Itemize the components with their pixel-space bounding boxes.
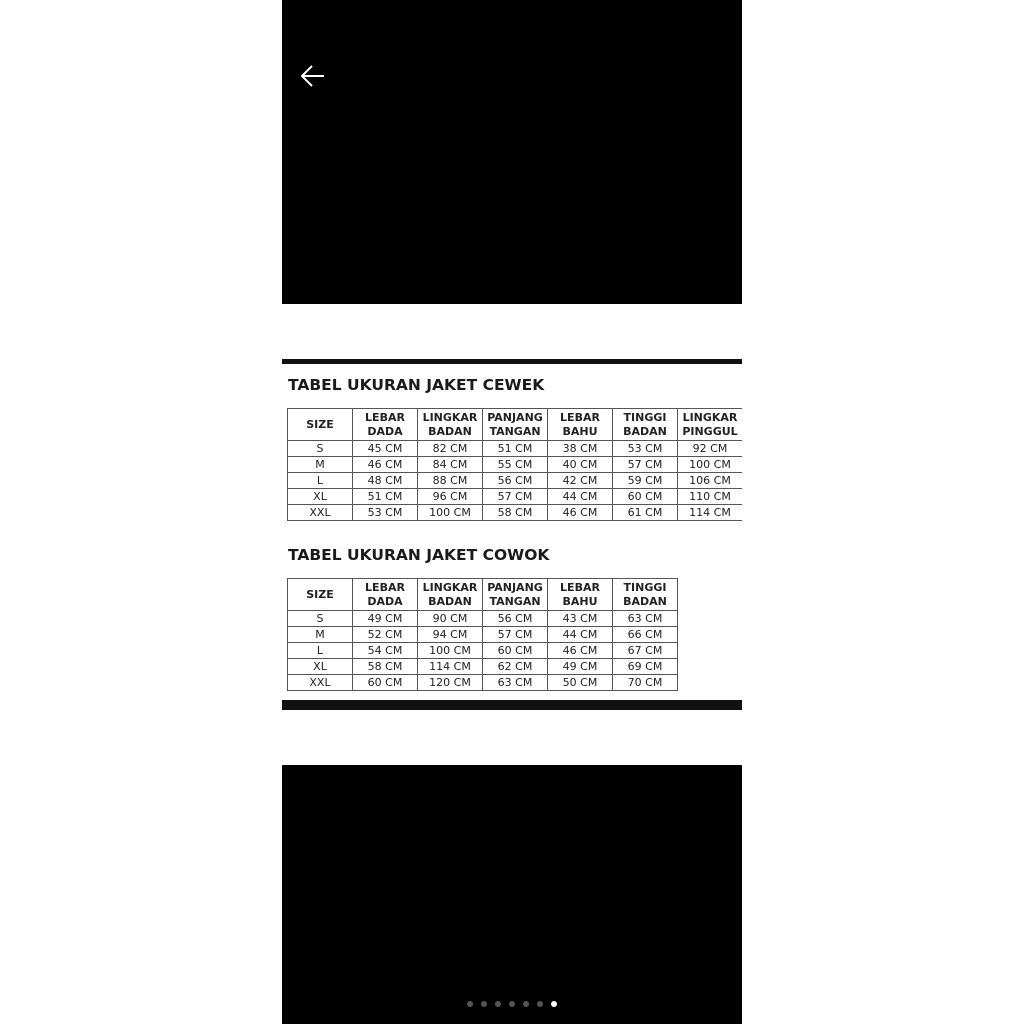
table-row	[288, 627, 678, 643]
measurement-cell: 51 CM	[483, 441, 548, 457]
table-row	[288, 441, 743, 457]
column-header-label: SIZE	[306, 417, 334, 431]
column-header-label: DADA	[367, 424, 403, 438]
page-dot[interactable]	[481, 1001, 487, 1007]
size-cell: XL	[288, 659, 353, 675]
measurement-cell: 114 CM	[418, 659, 483, 675]
size-cell: XXL	[288, 675, 353, 691]
table-row	[288, 675, 678, 691]
size-cell: M	[288, 627, 353, 643]
page-dot[interactable]	[509, 1001, 515, 1007]
top-image-area	[282, 0, 742, 304]
table-header-row	[288, 579, 678, 611]
measurement-cell: 114 CM	[678, 505, 743, 521]
size-cell: L	[288, 643, 353, 659]
size-cell: L	[288, 473, 353, 489]
table-row	[288, 489, 743, 505]
column-header-label: BADAN	[428, 594, 472, 608]
column-header-label: LEBAR	[560, 580, 600, 594]
measurement-cell: 60 CM	[353, 675, 418, 691]
column-header	[548, 579, 613, 611]
measurement-cell: 42 CM	[548, 473, 613, 489]
measurement-cell: 66 CM	[613, 627, 678, 643]
arrow-left-icon	[298, 62, 328, 90]
table-header-row	[288, 409, 743, 441]
table-row	[288, 611, 678, 627]
column-header	[288, 579, 353, 611]
measurement-cell: 110 CM	[678, 489, 743, 505]
measurement-cell: 44 CM	[548, 489, 613, 505]
table-title-cewek: TABEL UKURAN JAKET CEWEK	[288, 376, 545, 394]
image-viewer	[282, 0, 742, 1024]
measurement-cell: 50 CM	[548, 675, 613, 691]
measurement-cell: 60 CM	[613, 489, 678, 505]
page-dot[interactable]	[495, 1001, 501, 1007]
column-header	[678, 409, 743, 441]
image-border-top	[282, 359, 742, 364]
column-header-label: PINGGUL	[682, 424, 738, 438]
table-row	[288, 659, 678, 675]
measurement-cell: 49 CM	[353, 611, 418, 627]
column-header-label: BAHU	[562, 594, 598, 608]
measurement-cell: 57 CM	[613, 457, 678, 473]
page-dot[interactable]	[523, 1001, 529, 1007]
measurement-cell: 49 CM	[548, 659, 613, 675]
table-row	[288, 473, 743, 489]
column-header	[353, 579, 418, 611]
column-header	[353, 409, 418, 441]
measurement-cell: 63 CM	[483, 675, 548, 691]
measurement-cell: 46 CM	[548, 643, 613, 659]
measurement-cell: 54 CM	[353, 643, 418, 659]
column-header	[418, 409, 483, 441]
column-header	[288, 409, 353, 441]
column-header-label: SIZE	[306, 587, 334, 601]
page-dot[interactable]	[537, 1001, 543, 1007]
column-header-label: BADAN	[428, 424, 472, 438]
size-cell: M	[288, 457, 353, 473]
size-table-cewek	[287, 408, 742, 521]
size-cell: S	[288, 441, 353, 457]
measurement-cell: 70 CM	[613, 675, 678, 691]
column-header-label: TINGGI	[623, 580, 667, 594]
table-row	[288, 505, 743, 521]
measurement-cell: 60 CM	[483, 643, 548, 659]
measurement-cell: 90 CM	[418, 611, 483, 627]
measurement-cell: 62 CM	[483, 659, 548, 675]
column-header-label: LEBAR	[365, 410, 405, 424]
measurement-cell: 55 CM	[483, 457, 548, 473]
column-header-label: BADAN	[623, 424, 667, 438]
size-cell: XL	[288, 489, 353, 505]
measurement-cell: 53 CM	[613, 441, 678, 457]
measurement-cell: 61 CM	[613, 505, 678, 521]
measurement-cell: 44 CM	[548, 627, 613, 643]
measurement-cell: 38 CM	[548, 441, 613, 457]
size-cell: S	[288, 611, 353, 627]
measurement-cell: 45 CM	[353, 441, 418, 457]
column-header-label: LINGKAR	[422, 410, 478, 424]
column-header	[613, 409, 678, 441]
measurement-cell: 46 CM	[548, 505, 613, 521]
measurement-cell: 40 CM	[548, 457, 613, 473]
measurement-cell: 48 CM	[353, 473, 418, 489]
measurement-cell: 100 CM	[418, 505, 483, 521]
measurement-cell: 69 CM	[613, 659, 678, 675]
column-header-label: DADA	[367, 594, 403, 608]
column-header-label: PANJANG	[487, 580, 543, 594]
measurement-cell: 92 CM	[678, 441, 743, 457]
column-header-label: PANJANG	[487, 410, 543, 424]
measurement-cell: 51 CM	[353, 489, 418, 505]
column-header-label: LINGKAR	[682, 410, 738, 424]
table-title-cowok: TABEL UKURAN JAKET COWOK	[288, 546, 550, 564]
measurement-cell: 57 CM	[483, 489, 548, 505]
column-header-label: TANGAN	[489, 594, 541, 608]
column-header-label: TINGGI	[623, 410, 667, 424]
column-header	[613, 579, 678, 611]
column-header-label: LINGKAR	[422, 580, 478, 594]
measurement-cell: 100 CM	[678, 457, 743, 473]
measurement-cell: 100 CM	[418, 643, 483, 659]
page-indicator	[282, 1001, 742, 1011]
measurement-cell: 84 CM	[418, 457, 483, 473]
column-header-label: LEBAR	[365, 580, 405, 594]
column-header	[418, 579, 483, 611]
measurement-cell: 43 CM	[548, 611, 613, 627]
measurement-cell: 120 CM	[418, 675, 483, 691]
measurement-cell: 63 CM	[613, 611, 678, 627]
back-button[interactable]	[298, 62, 328, 90]
measurement-cell: 58 CM	[483, 505, 548, 521]
table-row	[288, 457, 743, 473]
measurement-cell: 82 CM	[418, 441, 483, 457]
measurement-cell: 94 CM	[418, 627, 483, 643]
measurement-cell: 58 CM	[353, 659, 418, 675]
column-header	[483, 579, 548, 611]
measurement-cell: 56 CM	[483, 611, 548, 627]
measurement-cell: 46 CM	[353, 457, 418, 473]
measurement-cell: 52 CM	[353, 627, 418, 643]
column-header-label: LEBAR	[560, 410, 600, 424]
column-header	[483, 409, 548, 441]
measurement-cell: 96 CM	[418, 489, 483, 505]
page-dot[interactable]	[551, 1001, 557, 1007]
table-row	[288, 643, 678, 659]
column-header-label: BAHU	[562, 424, 598, 438]
measurement-cell: 106 CM	[678, 473, 743, 489]
size-cell: XXL	[288, 505, 353, 521]
column-header-label: TANGAN	[489, 424, 541, 438]
column-header-label: BADAN	[623, 594, 667, 608]
size-table-cowok	[287, 578, 678, 691]
measurement-cell: 88 CM	[418, 473, 483, 489]
page-dot[interactable]	[467, 1001, 473, 1007]
column-header	[548, 409, 613, 441]
measurement-cell: 53 CM	[353, 505, 418, 521]
measurement-cell: 67 CM	[613, 643, 678, 659]
measurement-cell: 56 CM	[483, 473, 548, 489]
bottom-image-area	[282, 765, 742, 1024]
measurement-cell: 57 CM	[483, 627, 548, 643]
measurement-cell: 59 CM	[613, 473, 678, 489]
image-border-bottom	[282, 700, 742, 710]
